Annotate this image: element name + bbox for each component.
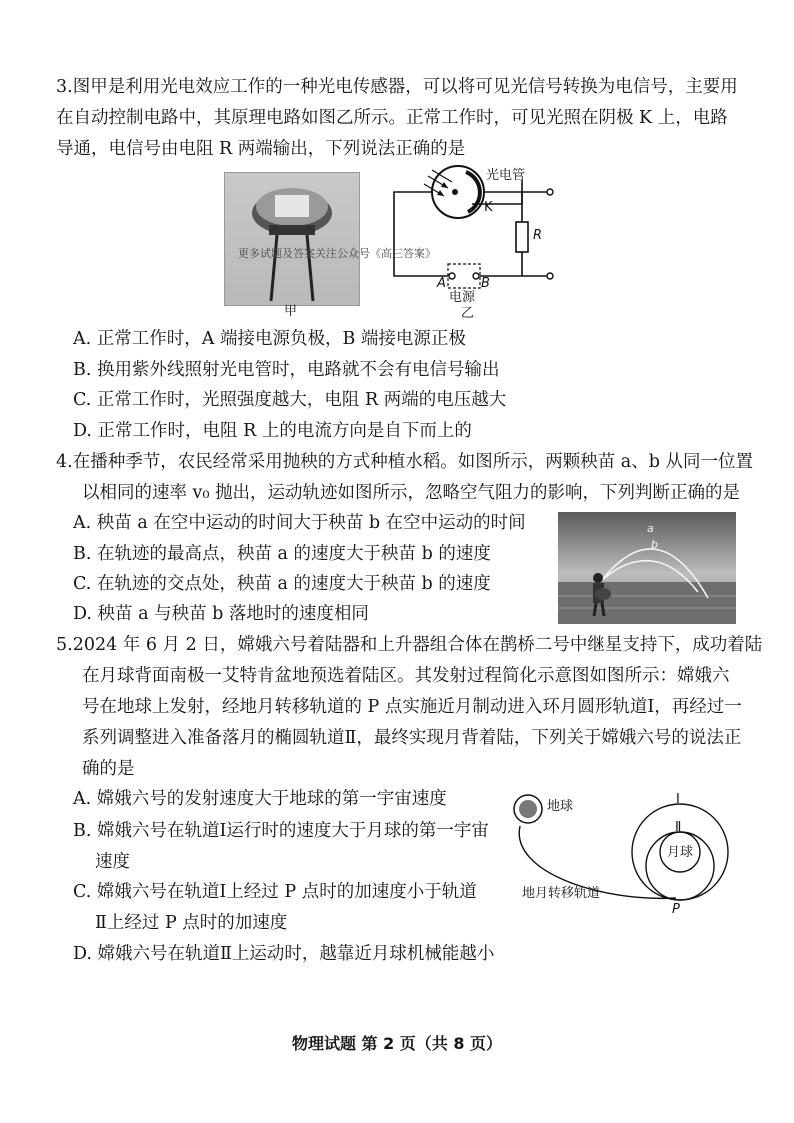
q4-option-d[interactable]: D. 秧苗 a 与秧苗 b 落地时的速度相同	[73, 604, 369, 624]
q5-option-d[interactable]: D. 嫦娥六号在轨道Ⅱ上运动时，越靠近月球机械能越小	[73, 944, 495, 964]
label-terminal-B: B	[481, 276, 490, 291]
q5-stem-line2: 在月球背面南极一艾特肯盆地预选着陆区。其发射过程简化示意图如图所示：嫦娥六	[82, 666, 730, 686]
photo-sensor-figure	[224, 172, 360, 306]
q5-stem-line3: 号在地球上发射，经地月转移轨道的 P 点实施近月制动进入环月圆形轨道Ⅰ，再经过一	[82, 697, 742, 717]
q5-stem-line5: 确的是	[82, 759, 135, 779]
orbit-II-ellipse	[646, 832, 714, 900]
label-phototube: 光电管	[486, 168, 526, 183]
label-trajectory-b: b	[651, 538, 658, 551]
q3-stem-line2: 在自动控制电路中，其原理电路如图乙所示。正常工作时，可见光照在阴极 K 上，电路	[56, 108, 728, 128]
q3-stem-line1: 3.图甲是利用光电效应工作的一种光电传感器，可以将可见光信号转换为电信号，主要用	[56, 77, 738, 97]
q3-stem-line3: 导通，电信号由电阻 R 两端输出，下列说法正确的是	[56, 139, 466, 159]
label-trajectory-a: a	[647, 522, 654, 535]
label-point-P: P	[672, 902, 680, 917]
label-resistor-R: R	[533, 228, 543, 243]
watermark-text: 更多试题及答案关注公众号《高三答案》	[238, 247, 436, 260]
label-orbit-II: Ⅱ	[675, 820, 682, 835]
label-transfer-orbit: 地月转移轨道	[522, 886, 601, 901]
label-cathode-K: K	[484, 200, 493, 215]
q5-option-c[interactable]: C. 嫦娥六号在轨道Ⅰ上经过 P 点时的加速度小于轨道	[73, 882, 477, 902]
q4-option-c[interactable]: C. 在轨迹的交点处，秧苗 a 的速度大于秧苗 b 的速度	[73, 574, 491, 594]
q4-option-b[interactable]: B. 在轨迹的最高点，秧苗 a 的速度大于秧苗 b 的速度	[73, 544, 491, 564]
q5-option-b[interactable]: B. 嫦娥六号在轨道Ⅰ运行时的速度大于月球的第一宇宙	[73, 821, 489, 841]
label-moon: 月球	[667, 845, 694, 860]
q3-option-b[interactable]: B. 换用紫外线照射光电管时，电路就不会有电信号输出	[73, 360, 500, 380]
q5-option-c-cont: Ⅱ上经过 P 点时的加速度	[95, 913, 288, 933]
label-yi: 乙	[461, 306, 475, 321]
q4-stem-line1: 4.在播种季节，农民经常采用抛秧的方式种植水稻。如图所示，两颗秧苗 a、b 从同一位置	[56, 452, 753, 472]
circuit-diagram	[388, 160, 578, 330]
label-earth: 地球	[547, 799, 574, 814]
resistor-symbol	[516, 222, 528, 252]
photocell-photo-icon	[225, 173, 359, 305]
q4-option-a[interactable]: A. 秧苗 a 在空中运动的时间大于秧苗 b 在空中运动的时间	[73, 513, 526, 533]
q3-option-a[interactable]: A. 正常工作时，A 端接电源负极，B 端接电源正极	[73, 329, 466, 349]
q5-stem-line4: 系列调整进入准备落月的椭圆轨道Ⅱ，最终实现月背着陆，下列关于嫦娥六号的说法正	[82, 728, 742, 748]
q3-option-d[interactable]: D. 正常工作时，电阻 R 上的电流方向是自下而上的	[73, 421, 472, 441]
q4-stem-line2: 以相同的速率 v₀ 抛出，运动轨迹如图所示，忽略空气阻力的影响，下列判断正确的是	[82, 483, 741, 503]
page-footer: 物理试题 第 2 页（共 8 页）	[291, 1034, 503, 1053]
q5-stem-line1: 5.2024 年 6 月 2 日，嫦娥六号着陆器和上升器组合体在鹊桥二号中继星支持下，成功着陆	[56, 635, 763, 655]
orbit-diagram	[500, 782, 740, 932]
label-terminal-A: A	[437, 276, 446, 291]
label-jia: 甲	[284, 304, 298, 319]
q3-option-c[interactable]: C. 正常工作时，光照强度越大，电阻 R 两端的电压越大	[73, 390, 507, 410]
q5-option-b-cont: 速度	[95, 852, 130, 872]
q5-option-a[interactable]: A. 嫦娥六号的发射速度大于地球的第一宇宙速度	[73, 789, 447, 809]
label-orbit-I: Ⅰ	[676, 792, 680, 807]
label-power-source: 电源	[449, 290, 476, 305]
